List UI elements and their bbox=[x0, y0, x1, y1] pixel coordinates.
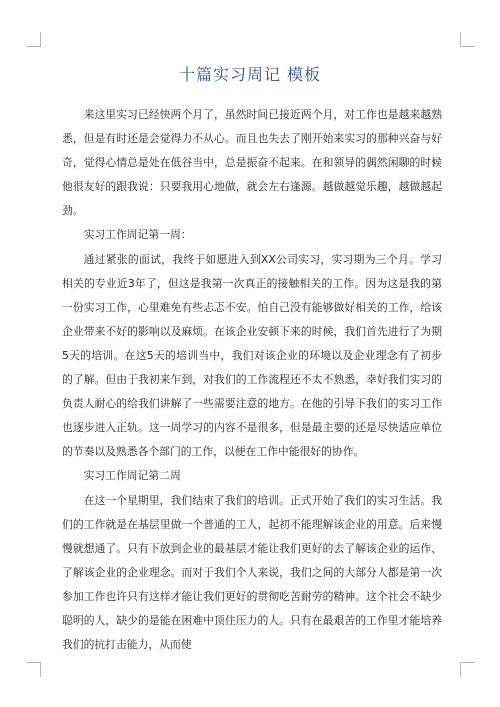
crop-mark-bottom-right bbox=[460, 662, 475, 677]
heading-week-1: 实习工作周记第一周： bbox=[83, 228, 192, 242]
paragraph-intro: 来这里实习已经快两个月了，虽然时间已接近两个月，对工作也是越来越熟悉，但是有时还是会觉得力不从心。而且也失去了刚开始来实习的那种兴奋与好奇，觉得心情总是处在低谷当中，总是振奋不起来。在和领导的偶然闲聊的时候他很友好的跟我说：只要我用心地做，就会左右逢源。越做越觉乐趣，越做越起劲。 bbox=[62, 108, 442, 218]
document-title: 十篇实习周记 模板 bbox=[178, 65, 322, 84]
heading-week-2: 实习工作周记第二周 bbox=[83, 469, 181, 483]
document-body bbox=[62, 103, 442, 657]
crop-mark-top-right bbox=[460, 32, 475, 47]
paragraph-week-1: 通过紧张的面试，我终于如愿进入到XX公司实习，实习期为三个月。学习相关的专业近3年了，但这是我第一次真正的接触相关的工作。因为这是我的第一份实习工作，心里难免有些忐忑不安。怕自己没有能够做好相关的工作，给该企业带来不好的影响以及麻烦。在该企业安顿下来的时候，我们首先进行了为期5天的培训。在这5天的培训当中，我们对该企业的环境以及企业理念有了初步的了解。但由于我初来乍到，对我们的工作流程还不太不熟悉，幸好我们实习的负责人耐心的给我们讲解了一些需要注意的地方。在他的引导下我们的实习工作也逐步进入正轨。这一周学习的内容不是很多，但是最主要的还是尽快适应单位的节奏以及熟悉各个部门的工作，以便在工作中能很好的协作。 bbox=[62, 252, 442, 459]
crop-mark-top-left bbox=[26, 32, 41, 47]
paragraph-week-2: 在这一个星期里，我们结束了我们的培训。正式开始了我们的实习生活。我们的工作就是在基层里做一个普通的工人，起初不能理解该企业的用意。后来慢慢就想通了。只有下放到企业的最基层才能让我们更好的去了解该企业的运作、了解该企业的企业理念。而对于我们个人来说，我们之间的大部分人都是第一次参加工作也许只有这样才能让我们更好的贯彻吃苦耐劳的精神。这个社会不缺少聪明的人，缺少的是能在困难中顶住压力的人。只有在最艰苦的工作里才能培养我们的抗打击能力，从而使 bbox=[62, 493, 442, 652]
crop-mark-bottom-left bbox=[26, 662, 41, 677]
